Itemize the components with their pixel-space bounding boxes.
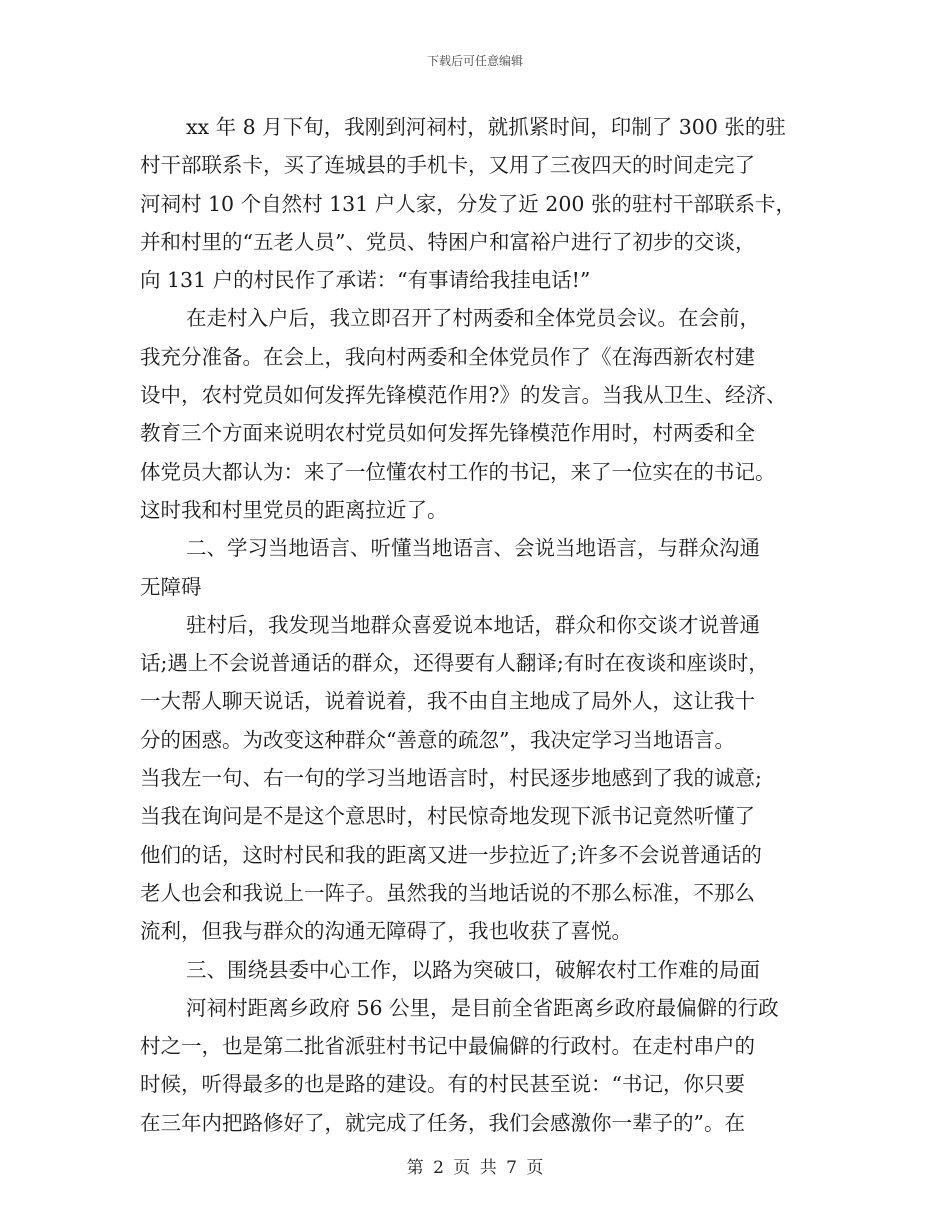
body-line: 当我在询问是不是这个意思时，村民惊奇地发现下派书记竟然听懂了 — [140, 804, 755, 829]
body-line: 话;遇上不会说普通话的群众，还得要有人翻译;有时在夜谈和座谈时， — [140, 651, 769, 676]
body-line: xx 年 8 月下旬，我刚到河祠村，就抓紧时间，印制了 300 张的驻 — [186, 115, 786, 139]
body-line: 向 131 户的村民作了承诺：“有事请给我挂电话!” — [140, 268, 591, 293]
body-line: 村干部联系卡，买了连城县的手机卡，又用了三夜四天的时间走完了 — [140, 153, 755, 178]
header-note: 下载后可任意编辑 — [426, 54, 523, 68]
body-line: 分的困惑。为改变这种群众“善意的疏忽”，我决定学习当地语言。 — [140, 727, 735, 752]
body-line: 村之一，也是第二批省派驻村书记中最偏僻的行政村。在走村串户的 — [140, 1034, 755, 1059]
page-body — [140, 108, 815, 1142]
body-line: 时候，听得最多的也是路的建设。有的村民甚至说：“书记，你只要 — [140, 1072, 745, 1097]
body-line: 在三年内把路修好了，就完成了任务，我们会感激你一辈子的”。在 — [140, 1110, 745, 1135]
body-line: 河祠村 10 个自然村 131 户人家，分发了近 200 张的驻村干部联系卡， — [140, 191, 796, 216]
body-line: 流利，但我与群众的沟通无障碍了，我也收获了喜悦。 — [140, 919, 632, 944]
section-heading-line: 无障碍 — [140, 574, 202, 599]
body-line: 老人也会和我说上一阵子。虽然我的当地话说的不那么标准，不那么 — [140, 880, 755, 905]
body-line: 这时我和村里党员的距离拉近了。 — [140, 497, 448, 522]
section-heading-line: 二、学习当地语言、听懂当地语言、会说当地语言，与群众沟通 — [186, 536, 760, 561]
body-line: 并和村里的“五老人员”、党员、特困户和富裕户进行了初步的交谈， — [140, 229, 756, 254]
body-line: 当我左一句、右一句的学习当地语言时，村民逐步地感到了我的诚意; — [140, 766, 762, 791]
section-heading-line: 三、围绕县委中心工作，以路为突破口，破解农村工作难的局面 — [186, 957, 760, 982]
body-line: 他们的话，这时村民和我的距离又进一步拉近了;许多不会说普通话的 — [140, 842, 762, 867]
body-line: 设中，农村党员如何发挥先锋模范作用?》的发言。当我从卫生、经济、 — [140, 383, 787, 408]
body-line: 体党员大都认为：来了一位懂农村工作的书记，来了一位实在的书记。 — [140, 459, 776, 484]
page-number: 第 2 页 共 7 页 — [406, 1158, 544, 1178]
body-line: 河祠村距离乡政府 56 公里，是目前全省距离乡政府最偏僻的行政 — [186, 995, 779, 1020]
body-line: 驻村后，我发现当地群众喜爱说本地话，群众和你交谈才说普通 — [186, 612, 760, 637]
body-line: 在走村入户后，我立即召开了村两委和全体党员会议。在会前， — [186, 306, 760, 331]
body-line: 我充分准备。在会上，我向村两委和全体党员作了《在海西新农村建 — [140, 344, 755, 369]
body-line: 一大帮人聊天说话，说着说着，我不由自主地成了局外人，这让我十 — [140, 689, 755, 714]
body-line: 教育三个方面来说明农村党员如何发挥先锋模范作用时，村两委和全 — [140, 421, 755, 446]
